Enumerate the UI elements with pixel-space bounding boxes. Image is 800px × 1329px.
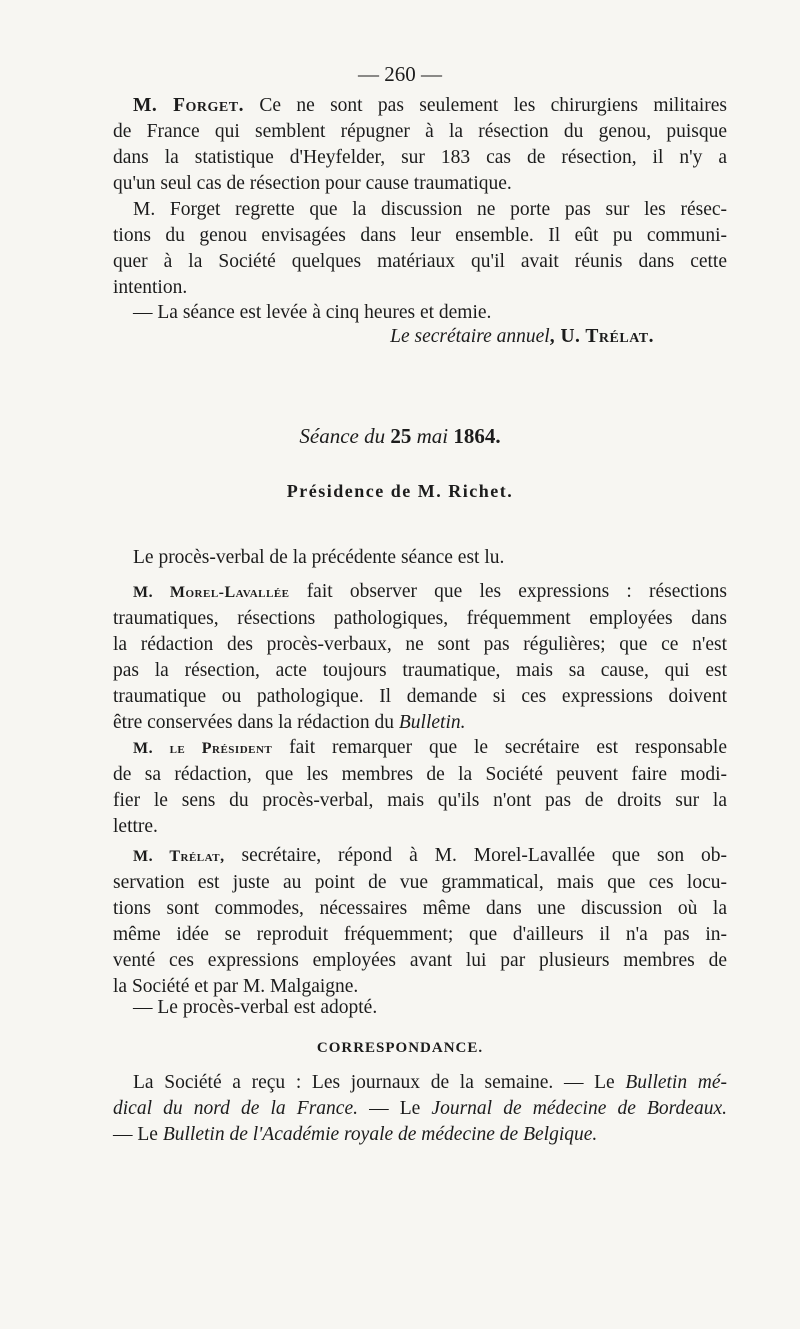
text-line: dans la statistique d'Heyfelder, sur 183 cas de résection, il n'y a <box>113 147 727 168</box>
text-line: fier le sens du procès-verbal, mais qu'ils n'ont pas de droits sur la <box>113 790 727 811</box>
paragraph-correspondance <box>113 1070 727 1148</box>
paragraph-trelat <box>113 843 727 1000</box>
text-line: traumatiques, résections pathologiques, fréquemment employées dans <box>113 608 727 629</box>
text-line: tions sont commodes, nécessaires même dans une discussion où la <box>113 898 727 919</box>
paragraph-forget-1 <box>113 93 727 197</box>
text-line: être conservées dans la rédaction du <box>113 712 399 733</box>
text-line: qu'un seul cas de résection pour cause traumatique. <box>113 173 512 194</box>
heading-year: 1864. <box>453 424 501 448</box>
text-line: — Le <box>357 1098 432 1119</box>
text-line: — Le procès-verbal est adopté. <box>133 997 378 1018</box>
correspondance-heading: CORRESPONDANCE. <box>316 1040 484 1056</box>
page-number: — 260 — <box>358 62 442 86</box>
heading-part: Séance du <box>299 424 391 448</box>
text-line: tions du genou envisagées dans leur ensemble. Il eût pu communi- <box>113 225 727 246</box>
text-line: intention. <box>113 277 188 298</box>
italic-title: Bulletin de l'Académie royale de médecine de Belgique. <box>162 1124 598 1145</box>
session-heading <box>0 424 800 449</box>
text-line: — Le <box>113 1124 163 1145</box>
speaker-name: M. Forget. <box>133 95 244 116</box>
text-line: de sa rédaction, que les membres de la Société peuvent faire modi- <box>113 764 727 785</box>
italic-title: Bulletin. <box>398 712 466 733</box>
italic-title: dical du nord de la France. <box>113 1098 358 1119</box>
text-line: lettre. <box>113 816 158 837</box>
paragraph-closing <box>113 300 727 326</box>
text-line: La Société a reçu : Les journaux de la semaine. — Le <box>133 1072 626 1093</box>
text-line: Le procès-verbal de la précédente séance est lu. <box>133 547 505 568</box>
paragraph-forget-2 <box>113 197 727 301</box>
speaker-name: M. Morel-Lavallée <box>133 584 290 601</box>
text-line: fait observer que les expressions : résections <box>306 581 727 602</box>
signature-name: , U. Trélat. <box>549 326 654 347</box>
secretary-signature <box>390 326 654 348</box>
text-line: traumatique ou pathologique. Il demande si ces expressions doivent <box>113 686 727 707</box>
text-line: M. Forget regrette que la discussion ne porte pas sur les résec- <box>133 199 727 220</box>
paragraph-minutes-read <box>113 545 727 571</box>
italic-title: Journal de médecine de Bordeaux. <box>431 1098 727 1119</box>
text-line: fait remarquer que le secrétaire est responsable <box>289 737 727 758</box>
heading-day: 25 <box>390 424 412 448</box>
text-line: venté ces expressions employées avant lui par plusieurs membres de <box>113 950 727 971</box>
italic-title: Bulletin mé- <box>625 1072 727 1093</box>
text-line: secrétaire, répond à M. Morel-Lavallée que son ob- <box>241 845 727 866</box>
signature-role: Le secrétaire annuel <box>390 326 550 347</box>
text-line: même idée se reproduit fréquemment; que d'ailleurs il n'a pas in- <box>113 924 727 945</box>
text-line: — La séance est levée à cinq heures et demie. <box>133 302 492 323</box>
speaker-name: M. Trélat, <box>133 848 225 865</box>
text-line: de France qui semblent répugner à la résection du genou, puisque <box>113 121 727 142</box>
text-line: quer à la Société quelques matériaux qu'il avait réunis dans cette <box>113 251 727 272</box>
text-line: la Société et par M. Malgaigne. <box>113 976 359 997</box>
heading-part: mai <box>411 424 454 448</box>
paragraph-minutes-adopted <box>113 995 727 1021</box>
speaker-name: M. le Président <box>133 740 273 757</box>
text-line: pas la résection, acte toujours traumatique, mais sa cause, qui est <box>113 660 727 681</box>
paragraph-morel-lavallee <box>113 579 727 736</box>
text-line: Ce ne sont pas seulement les chirurgiens militaires <box>259 95 728 116</box>
paragraph-president <box>113 735 727 840</box>
presidency-heading: Présidence de M. Richet. <box>286 481 514 501</box>
text-line: la rédaction des procès-verbaux, ne sont pas régulières; que ce n'est <box>113 634 727 655</box>
text-line: servation est juste au point de vue grammatical, mais que ces locu- <box>113 872 727 893</box>
